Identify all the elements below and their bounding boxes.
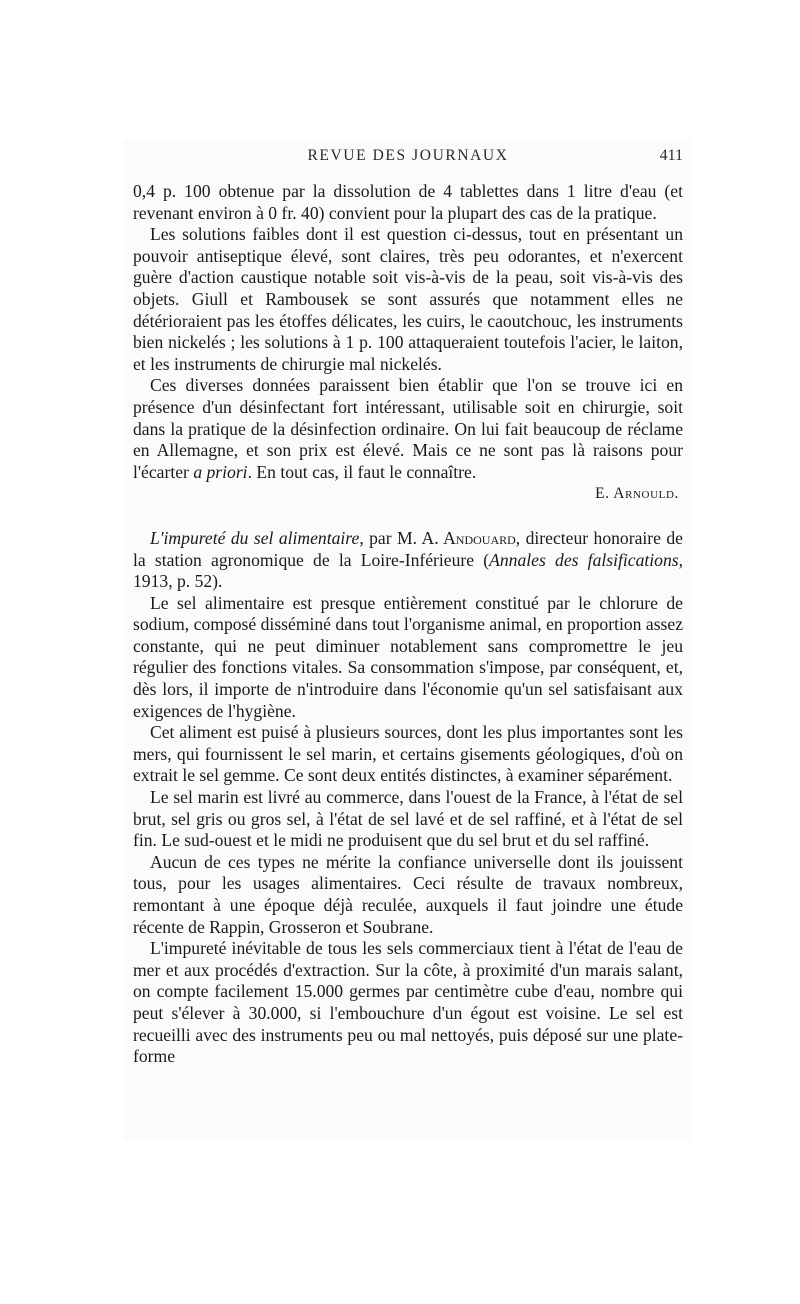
section-divider	[133, 505, 683, 528]
text-run: . En tout cas, il faut le connaître.	[247, 461, 477, 482]
review-heading: L'impureté du sel alimentaire, par M. A. Andouard, directeur honoraire de la station agronomique de la Loire-Inférieure (Annales des falsifications, 1913, p. 52).	[133, 527, 683, 592]
author-name: ndouard	[455, 527, 516, 548]
page-header	[133, 147, 683, 169]
paragraph: Les solutions faibles dont il est question ci-dessus, tout en présentant un pouvoir antiseptique élevé, sont claires, très peu odorantes, et n'exercent guère d'action caustique notable soit vis-à-vis de la peau, soit vis-à-vis des objets. Giull et Rambousek se sont assurés que notamment elles ne détérioraient pas les étoffes délicates, les cuirs, le caoutchouc, les instruments bien nickelés ; les solutions à 1 p. 100 attaqueraient toutefois l'acier, le laiton, et les instruments de chirurgie mal nickelés.	[133, 224, 683, 374]
page-number: 411	[659, 147, 683, 164]
paragraph: Cet aliment est puisé à plusieurs sources, dont les plus importantes sont les mers, qui fournissent le sel marin, et certains gisements géologiques, d'où on extrait le sel gemme. Ce sont deux entités distinctes, à examiner séparément.	[133, 722, 683, 786]
author-signature: E. Arnould.	[595, 485, 679, 503]
paragraph: Le sel marin est livré au commerce, dans l'ouest de la France, à l'état de sel brut, sel gris ou gros sel, à l'état de sel lavé et de sel raffiné, et à l'état de sel fin. Le sud-ouest et le midi ne produisent que du sel brut et du sel raffiné.	[133, 787, 683, 851]
paragraph: L'impureté inévitable de tous les sels commerciaux tient à l'état de l'eau de mer et aux procédés d'extraction. Sur la côte, à proximité d'un marais salant, on compte facilement 15.000 germes par centimètre cube d'eau, nombre qui peut s'élever à 30.000, si l'embouchure d'un égout est voisine. Le sel est recueilli avec des instruments peu ou mal nettoyés, puis déposé sur une plate-forme	[133, 938, 683, 1067]
paragraph	[133, 375, 683, 483]
citation: , 1913, p. 52).	[133, 549, 683, 592]
text-run: Ces diverses données paraissent bien établir que l'on se trouve ici en présence d'un désinfectant fort intéressant, utilisable soit en chirurgie, soit dans la pratique de la désinfection ordinaire. On lui fait beaucoup de réclame en Allemagne, et son prix est élevé. Mais ce ne sont pas là raisons pour l'écarter	[133, 375, 683, 482]
body-text	[133, 181, 683, 1068]
running-title: REVUE DES JOURNAUX	[307, 147, 509, 164]
paragraph: Le sel alimentaire est presque entièrement constitué par le chlorure de sodium, composé disséminé dans tout l'organisme animal, en proportion assez constante, qui ne peut diminuer notablement sans compromettre le jeu régulier des fonctions vitales. Sa consommation s'impose, par conséquent, et, dès lors, il importe de n'introduire dans l'économie qu'un sel satisfaisant aux exigences de l'hygiène.	[133, 592, 683, 721]
review-title: L'impureté du sel alimentaire	[150, 527, 360, 548]
paragraph: 0,4 p. 100 obtenue par la dissolution de 4 tablettes dans 1 litre d'eau (et revenant environ à 0 fr. 40) convient pour la plupart des cas de la pratique.	[133, 181, 683, 223]
paragraph: Aucun de ces types ne mérite la confiance universelle dont ils jouissent tous, pour les usages alimentaires. Ceci résulte de travaux nombreux, remontant à une époque déjà reculée, auxquels il faut joindre une étude récente de Rappin, Grosseron et Soubrane.	[133, 851, 683, 937]
italic-text: a priori	[193, 461, 248, 482]
journal-title: Annales des falsifications	[489, 549, 679, 570]
